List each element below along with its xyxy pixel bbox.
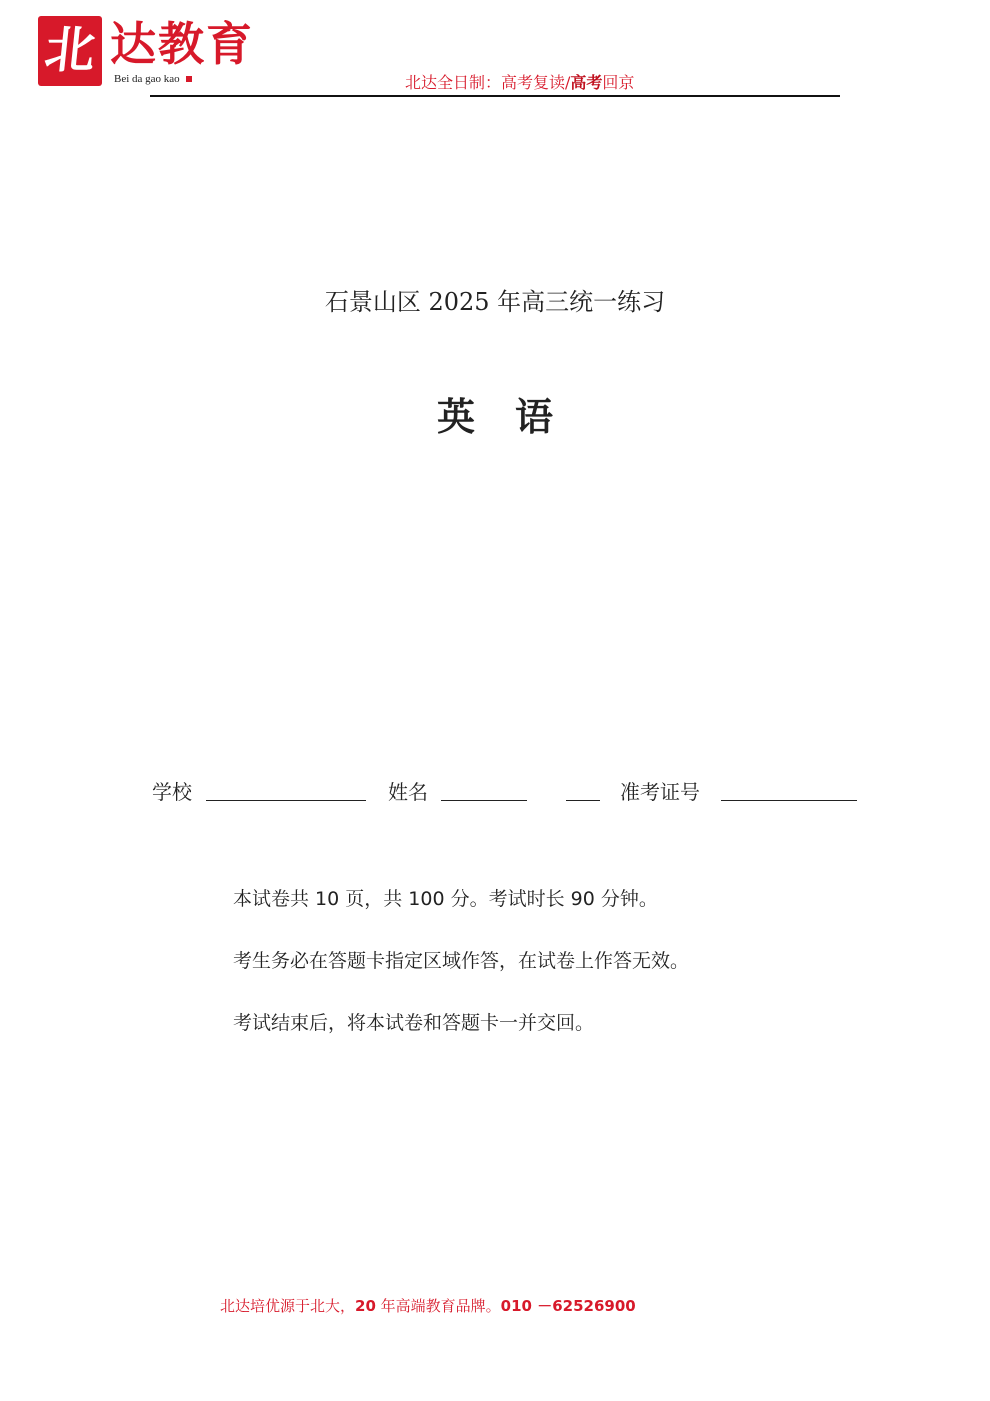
footer-phone: 010 －62526900 bbox=[500, 1297, 636, 1315]
header-tag-prefix: 北达全日制：高考复读/ bbox=[405, 73, 571, 92]
subject-title: 英语 bbox=[436, 395, 593, 439]
header-tag-bold: 高考 bbox=[570, 73, 603, 92]
school-label: 学校 bbox=[152, 780, 192, 804]
name-blank[interactable] bbox=[441, 800, 527, 802]
logo-mark-char: 北 bbox=[41, 21, 99, 79]
instruction-item: 本试卷共 10 页，共 100 分。考试时长 90 分钟。 bbox=[233, 888, 658, 910]
exam-instructions bbox=[233, 884, 853, 1070]
header-tagline bbox=[405, 72, 634, 94]
footer-slogan bbox=[220, 1295, 636, 1317]
exam-id-blank[interactable] bbox=[721, 800, 857, 802]
exam-title: 石景山区 2025 年高三统一练习 bbox=[324, 288, 666, 316]
logo-mark bbox=[38, 16, 102, 86]
header-tag-suffix: 回京 bbox=[602, 73, 635, 92]
name-label: 姓名 bbox=[388, 780, 428, 804]
instruction-item: 考试结束后，将本试卷和答题卡一并交回。 bbox=[233, 1012, 595, 1034]
logo-subtitle: Bei da gao kao bbox=[114, 72, 192, 86]
exam-id-label: 准考证号 bbox=[620, 780, 700, 804]
footer-part2: 年高端教育品牌。 bbox=[375, 1297, 501, 1315]
brand-logo bbox=[38, 16, 298, 92]
footer-years: 20 bbox=[355, 1297, 376, 1315]
logo-wordmark: 达教育 bbox=[110, 17, 254, 71]
school-blank[interactable] bbox=[206, 800, 366, 802]
footer-part1: 北达培优源于北大， bbox=[220, 1297, 356, 1315]
header-divider bbox=[150, 95, 840, 97]
name-blank-tail bbox=[566, 800, 600, 802]
instruction-item: 考生务必在答题卡指定区域作答，在试卷上作答无效。 bbox=[233, 950, 690, 972]
